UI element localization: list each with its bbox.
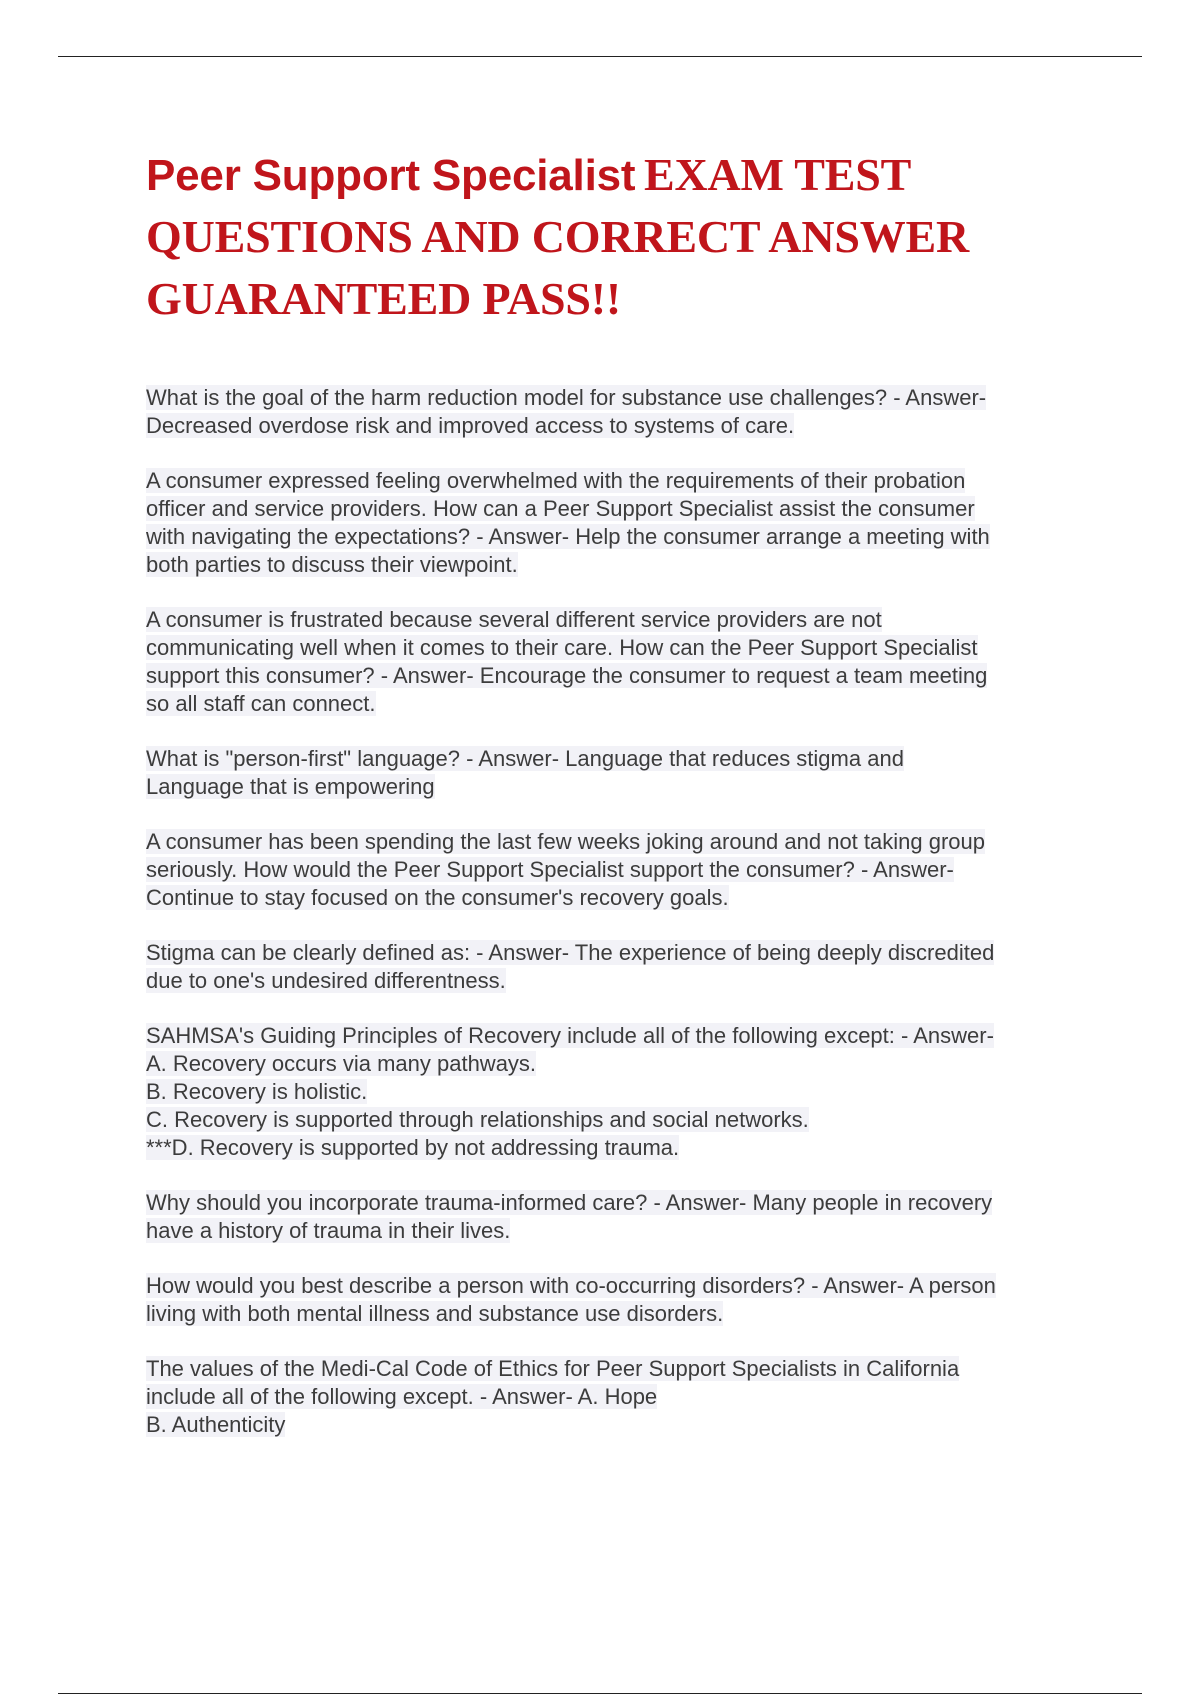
qa-line-text: A consumer expressed feeling overwhelmed with the requirements of their probation	[146, 468, 966, 493]
qa-item	[146, 1022, 1086, 1162]
qa-line-text: include all of the following except. - Answer- A. Hope	[146, 1384, 658, 1409]
qa-line	[146, 1300, 1086, 1328]
qa-line-text: have a history of trauma in their lives.	[146, 1218, 511, 1243]
qa-line	[146, 1272, 1086, 1300]
qa-line	[146, 1189, 1086, 1217]
qa-item	[146, 606, 1086, 718]
document-body	[146, 146, 1086, 1466]
qa-line-text: B. Recovery is holistic.	[146, 1079, 368, 1104]
qa-line-text: C. Recovery is supported through relationships and social networks.	[146, 1107, 809, 1132]
qa-line	[146, 745, 1086, 773]
qa-line	[146, 551, 1086, 579]
qa-list	[146, 384, 1086, 1439]
qa-line	[146, 634, 1086, 662]
qa-item	[146, 745, 1086, 801]
qa-item	[146, 828, 1086, 912]
qa-line	[146, 412, 1086, 440]
qa-line	[146, 1106, 1086, 1134]
qa-item	[146, 1189, 1086, 1245]
bottom-rule	[58, 1693, 1142, 1694]
qa-item	[146, 1272, 1086, 1328]
title-sans-part: Peer Support Specialist	[146, 151, 636, 200]
qa-line-text: The values of the Medi-Cal Code of Ethics for Peer Support Specialists in California	[146, 1356, 960, 1381]
qa-line-text: B. Authenticity	[146, 1412, 286, 1437]
qa-line-text: support this consumer? - Answer- Encourage the consumer to request a team meeting	[146, 663, 988, 688]
qa-line-text: communicating well when it comes to their care. How can the Peer Support Specialist	[146, 635, 978, 660]
qa-line	[146, 1050, 1086, 1078]
qa-line-text: Language that is empowering	[146, 774, 435, 799]
document-title	[146, 146, 1086, 332]
qa-line-text: seriously. How would the Peer Support Specialist support the consumer? - Answer-	[146, 857, 954, 882]
qa-line	[146, 1022, 1086, 1050]
qa-line	[146, 1217, 1086, 1245]
qa-line	[146, 523, 1086, 551]
qa-line-text: SAHMSA's Guiding Principles of Recovery include all of the following except: - Answer-	[146, 1023, 994, 1048]
qa-line	[146, 1383, 1086, 1411]
qa-line-text: What is the goal of the harm reduction model for substance use challenges? - Answer-	[146, 385, 987, 410]
qa-item	[146, 939, 1086, 995]
top-rule	[58, 56, 1142, 57]
qa-line-text: A consumer is frustrated because several different service providers are not	[146, 607, 882, 632]
qa-line	[146, 773, 1086, 801]
qa-line-text: What is "person-first" language? - Answer- Language that reduces stigma and	[146, 746, 904, 771]
qa-line-text: with navigating the expectations? - Answer- Help the consumer arrange a meeting with	[146, 524, 990, 549]
qa-line-text: officer and service providers. How can a Peer Support Specialist assist the consumer	[146, 496, 975, 521]
qa-line-text: living with both mental illness and substance use disorders.	[146, 1301, 724, 1326]
qa-line	[146, 939, 1086, 967]
qa-line-text: both parties to discuss their viewpoint.	[146, 552, 518, 577]
qa-line	[146, 384, 1086, 412]
qa-line-text: Stigma can be clearly defined as: - Answer- The experience of being deeply discredited	[146, 940, 995, 965]
qa-line-text: so all staff can connect.	[146, 691, 376, 716]
qa-line	[146, 662, 1086, 690]
qa-line	[146, 884, 1086, 912]
qa-line-text: A consumer has been spending the last few weeks joking around and not taking group	[146, 829, 985, 854]
qa-line	[146, 1134, 1086, 1162]
qa-line-text: Continue to stay focused on the consumer's recovery goals.	[146, 885, 729, 910]
qa-line-text: Decreased overdose risk and improved access to systems of care.	[146, 413, 795, 438]
qa-item	[146, 384, 1086, 440]
qa-line	[146, 967, 1086, 995]
qa-item	[146, 1355, 1086, 1439]
qa-line-text: Why should you incorporate trauma-informed care? - Answer- Many people in recovery	[146, 1190, 993, 1215]
qa-line-text: ***D. Recovery is supported by not addressing trauma.	[146, 1135, 680, 1160]
qa-line	[146, 495, 1086, 523]
qa-line-text: A. Recovery occurs via many pathways.	[146, 1051, 537, 1076]
qa-line	[146, 856, 1086, 884]
qa-item	[146, 467, 1086, 579]
qa-line	[146, 1411, 1086, 1439]
qa-line	[146, 1078, 1086, 1106]
qa-line	[146, 1355, 1086, 1383]
qa-line-text: How would you best describe a person with co-occurring disorders? - Answer- A person	[146, 1273, 996, 1298]
qa-line	[146, 828, 1086, 856]
title-serif-part: EXAM TEST QUESTIONS AND CORRECT ANSWER GUARANTEED PASS!!	[146, 149, 970, 324]
qa-line	[146, 690, 1086, 718]
qa-line-text: due to one's undesired differentness.	[146, 968, 506, 993]
qa-line	[146, 606, 1086, 634]
qa-line	[146, 467, 1086, 495]
